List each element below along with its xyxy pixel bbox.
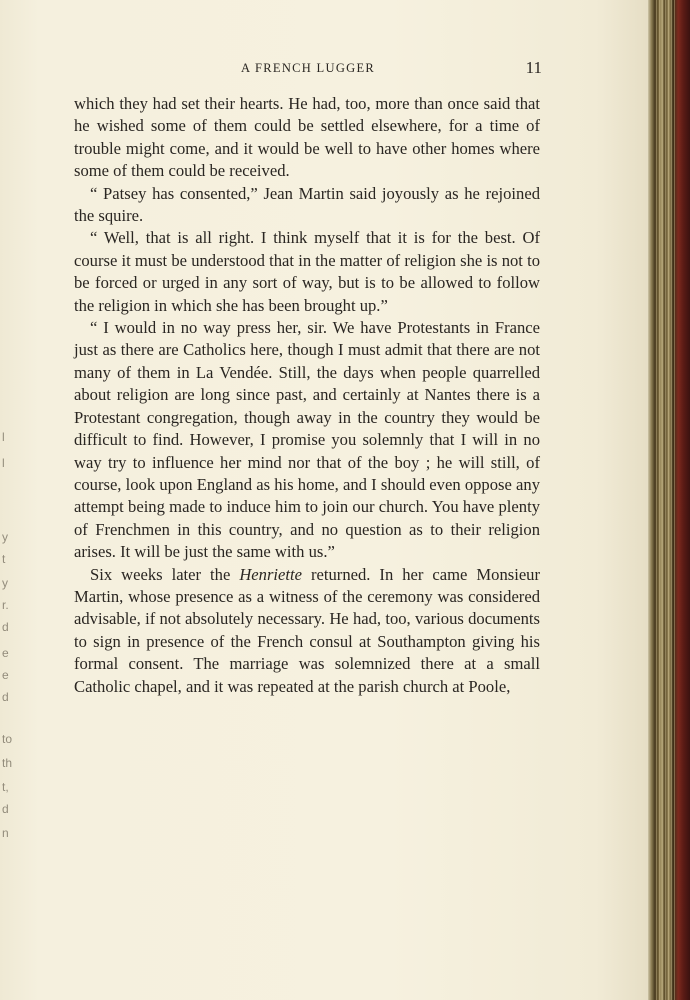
bleed-glyph: n [2, 826, 9, 840]
paragraph: “ Patsey has consented,” Jean Martin said joyously as he rejoined the squire. [74, 183, 540, 226]
bleed-glyph: y [2, 530, 8, 544]
bleed-glyph: th [2, 756, 13, 770]
paragraph-text: returned. In her came Monsieur Martin, whose presence as a witness of the ceremony was considered advisable, if not absolutely necessary. He had, too, various documents to sign in presence of the French consul at Southampton giving his formal consent. The marriage was solemnized there at a small Catholic chapel, and it was repeated at the parish church at Poole, [74, 564, 541, 696]
bleed-glyph: to [2, 732, 13, 746]
bleed-glyph: d [2, 690, 9, 704]
ship-name: Henriette [239, 564, 302, 584]
running-title: A FRENCH LUGGER [240, 61, 376, 75]
paragraph: “ Well, that is all right. I think myself that it is for the best. Of course it must be understood that in the matter of religion she is not to be forced or urged in any sort of way, but is to be allowed to follow the religion in which she has been brought up.” [74, 228, 540, 315]
margin-bleed-through [0, 430, 16, 860]
paragraph: which they had set their hearts. He had, too, more than once said that he wished some of them could be settled elsewhere, for a time of trouble might come, and it would be well to have other homes where some of them could be received. [74, 94, 540, 181]
paragraph-text: Six weeks later the [90, 564, 240, 584]
book-spine-edge [648, 0, 690, 1000]
paragraph [74, 564, 540, 698]
page-header [74, 58, 542, 80]
paragraph: “ I would in no way press her, sir. We have Protestants in France just as there are Catholics here, though I must admit that there are not many of them in La Vendée. Still, the days when people quarrelled about religion are long since past, and certainly at Nantes there is a Protestant congregation, though away in the country they would be difficult to find. However, I promise you solemnly that I will in no way try to influence her mind nor that of the boy ; he will still, of course, look upon England as his home, and I should even oppose any attempt being made to induce him to join our church. You have plenty of Frenchmen in this country, and no question as to their religion arises. It will be just the same with us.” [74, 318, 540, 562]
spine-texture [656, 0, 676, 1000]
body-text [74, 93, 540, 698]
bleed-glyph: d [2, 620, 9, 634]
bleed-glyph: y [2, 576, 8, 590]
bleed-glyph: r. [2, 598, 9, 612]
bleed-glyph: t, [2, 780, 9, 794]
bleed-glyph: l [2, 456, 5, 470]
bleed-glyph: l [2, 430, 5, 444]
bleed-glyph: e [2, 646, 9, 660]
bleed-glyph: d [2, 802, 9, 816]
bleed-glyph: e [2, 668, 9, 682]
bleed-glyph: t [2, 552, 6, 566]
page-number: 11 [525, 58, 542, 77]
